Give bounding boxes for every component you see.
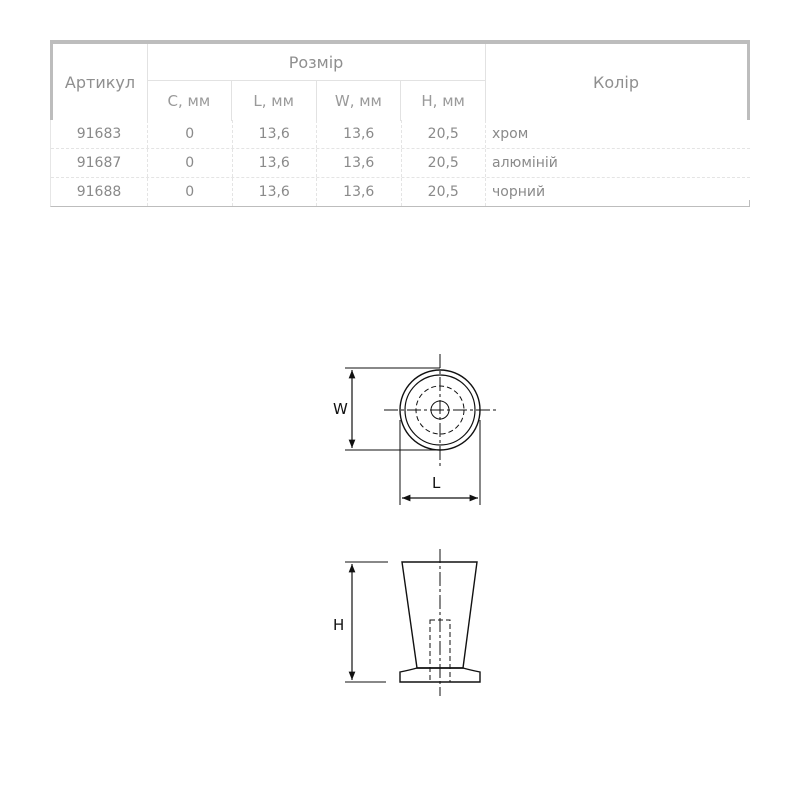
cell-color: алюміній xyxy=(492,155,558,171)
label-h: H xyxy=(333,616,345,634)
cell-article: 91683 xyxy=(51,120,148,148)
header-col-h: H, мм xyxy=(421,92,465,110)
header-col-c: C, мм xyxy=(147,81,232,121)
header-col-l: L, мм xyxy=(232,81,317,121)
header-article: Артикул xyxy=(53,44,148,120)
cell-article: 91688 xyxy=(51,178,148,206)
cell-color: хром xyxy=(492,126,529,142)
cell-w: 13,6 xyxy=(317,149,402,177)
cell-h: 20,5 xyxy=(402,178,487,206)
cell-c: 0 xyxy=(148,178,233,206)
cell-h: 20,5 xyxy=(402,149,487,177)
cell-article: 91687 xyxy=(51,149,148,177)
cell-color: чорний xyxy=(492,184,546,200)
cell-l: 13,6 xyxy=(233,178,318,206)
cell-w: 13,6 xyxy=(317,120,402,148)
side-view xyxy=(345,549,480,696)
label-l: L xyxy=(432,474,441,492)
top-view xyxy=(345,354,496,505)
cell-l: 13,6 xyxy=(233,120,318,148)
header-color: Колір xyxy=(593,72,639,92)
cell-l: 13,6 xyxy=(233,149,318,177)
cell-c: 0 xyxy=(148,149,233,177)
label-w: W xyxy=(333,400,348,418)
cell-h: 20,5 xyxy=(402,120,487,148)
cell-c: 0 xyxy=(148,120,233,148)
header-col-w: W, мм xyxy=(317,81,402,121)
cell-w: 13,6 xyxy=(317,178,402,206)
header-size-title: Розмір xyxy=(147,44,485,81)
